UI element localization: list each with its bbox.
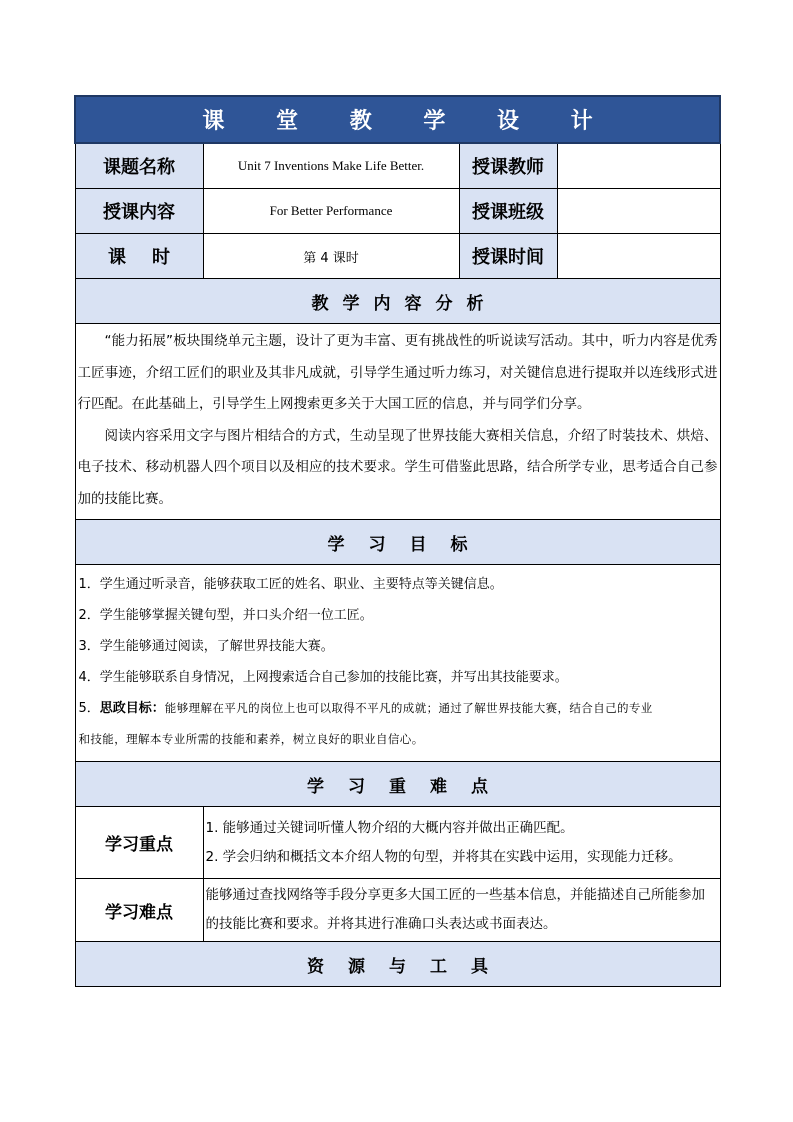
- difficulty-line-1: 能够通过查找网络等手段分享更多大国工匠的一些基本信息，并能描述自己所能参加: [205, 887, 705, 903]
- class-value: [557, 189, 720, 234]
- lesson-plan-table: [74, 95, 721, 987]
- document-title: 课 堂 教 学 设 计: [75, 96, 720, 143]
- teacher-value: [557, 143, 720, 189]
- difficulty-label: 学习难点: [75, 879, 203, 942]
- objective-item-3: 3．学生能够通过阅读，了解世界技能大赛。: [78, 639, 334, 654]
- time-label: 授课时间: [459, 234, 557, 279]
- ideological-goal-text: 能够理解在平凡的岗位上也可以取得不平凡的成就；通过了解世界技能大赛，结合自己的专业: [164, 701, 653, 715]
- content-value: For Better Performance: [203, 189, 459, 234]
- analysis-body-row: [75, 324, 720, 520]
- period-value: 第 4 课时: [203, 234, 459, 279]
- difficulty-content: [203, 879, 720, 942]
- analysis-paragraph-1: “能力拓展”板块围绕单元主题，设计了更为丰富、更有挑战性的听说读写活动。其中，听力内容是优秀工匠事迹，介绍工匠们的职业及其非凡成就，引导学生通过听力练习，对关键信息进行提取并以连线形式进行匹配。在此基础上，引导学生上网搜索更多关于大国工匠的信息，并与同学们分享。: [77, 333, 718, 412]
- analysis-paragraph-2: 阅读内容采用文字与图片相结合的方式，生动呈现了世界技能大赛相关信息，介绍了时装技术、烘焙、电子技术、移动机器人四个项目以及相应的技术要求。学生可借鉴此思路，结合所学专业，思考适合自己参加的技能比赛。: [77, 427, 718, 507]
- content-label: 授课内容: [75, 189, 203, 234]
- objective-item-4: 4．学生能够联系自身情况，上网搜索适合自己参加的技能比赛，并写出其技能要求。: [78, 670, 568, 685]
- lesson-plan-sheet: [74, 95, 719, 987]
- topic-value: Unit 7 Inventions Make Life Better.: [203, 143, 459, 189]
- title-row: [75, 96, 720, 143]
- time-value: [557, 234, 720, 279]
- key-points-heading: 学习重难点: [75, 762, 720, 807]
- objectives-body: [75, 565, 720, 762]
- info-row-topic: [75, 143, 720, 189]
- focus-row: [75, 807, 720, 879]
- objective-item-2: 2．学生能够掌握关键句型，并口头介绍一位工匠。: [78, 608, 373, 623]
- period-label: 课时: [75, 234, 203, 279]
- objective-item-1: 1．学生通过听录音，能够获取工匠的姓名、职业、主要特点等关键信息。: [78, 577, 503, 592]
- objectives-header-row: [75, 520, 720, 565]
- focus-label: 学习重点: [75, 807, 203, 879]
- resources-header-row: [75, 942, 720, 987]
- ideological-goal-continuation: 和技能，理解本专业所需的技能和素养，树立良好的职业自信心。: [78, 732, 424, 746]
- objective-item-5: [79, 693, 718, 724]
- info-row-content: [75, 189, 720, 234]
- class-label: 授课班级: [459, 189, 557, 234]
- difficulty-row: [75, 879, 720, 942]
- teacher-label: 授课教师: [459, 143, 557, 189]
- ideological-goal-label: 思政目标：: [99, 701, 165, 716]
- focus-content: [203, 807, 720, 879]
- analysis-body: [75, 324, 720, 520]
- focus-item-1: 1. 能够通过关键词听懂人物介绍的大概内容并做出正确匹配。: [205, 819, 574, 836]
- topic-label: 课题名称: [75, 143, 203, 189]
- difficulty-line-2: 的技能比赛和要求。并将其进行准确口头表达或书面表达。: [205, 916, 557, 932]
- analysis-header-row: [75, 279, 720, 324]
- info-row-period: [75, 234, 720, 279]
- objectives-body-row: [75, 565, 720, 762]
- resources-heading: 资源与工具: [75, 942, 720, 987]
- key-points-header-row: [75, 762, 720, 807]
- focus-item-2: 2. 学会归纳和概括文本介绍人物的句型，并将其在实践中运用，实现能力迁移。: [205, 848, 682, 865]
- objective-item-5-number: 5．: [78, 701, 100, 716]
- objectives-heading: 学习目标: [75, 520, 720, 565]
- analysis-heading: 教学内容分析: [75, 279, 720, 324]
